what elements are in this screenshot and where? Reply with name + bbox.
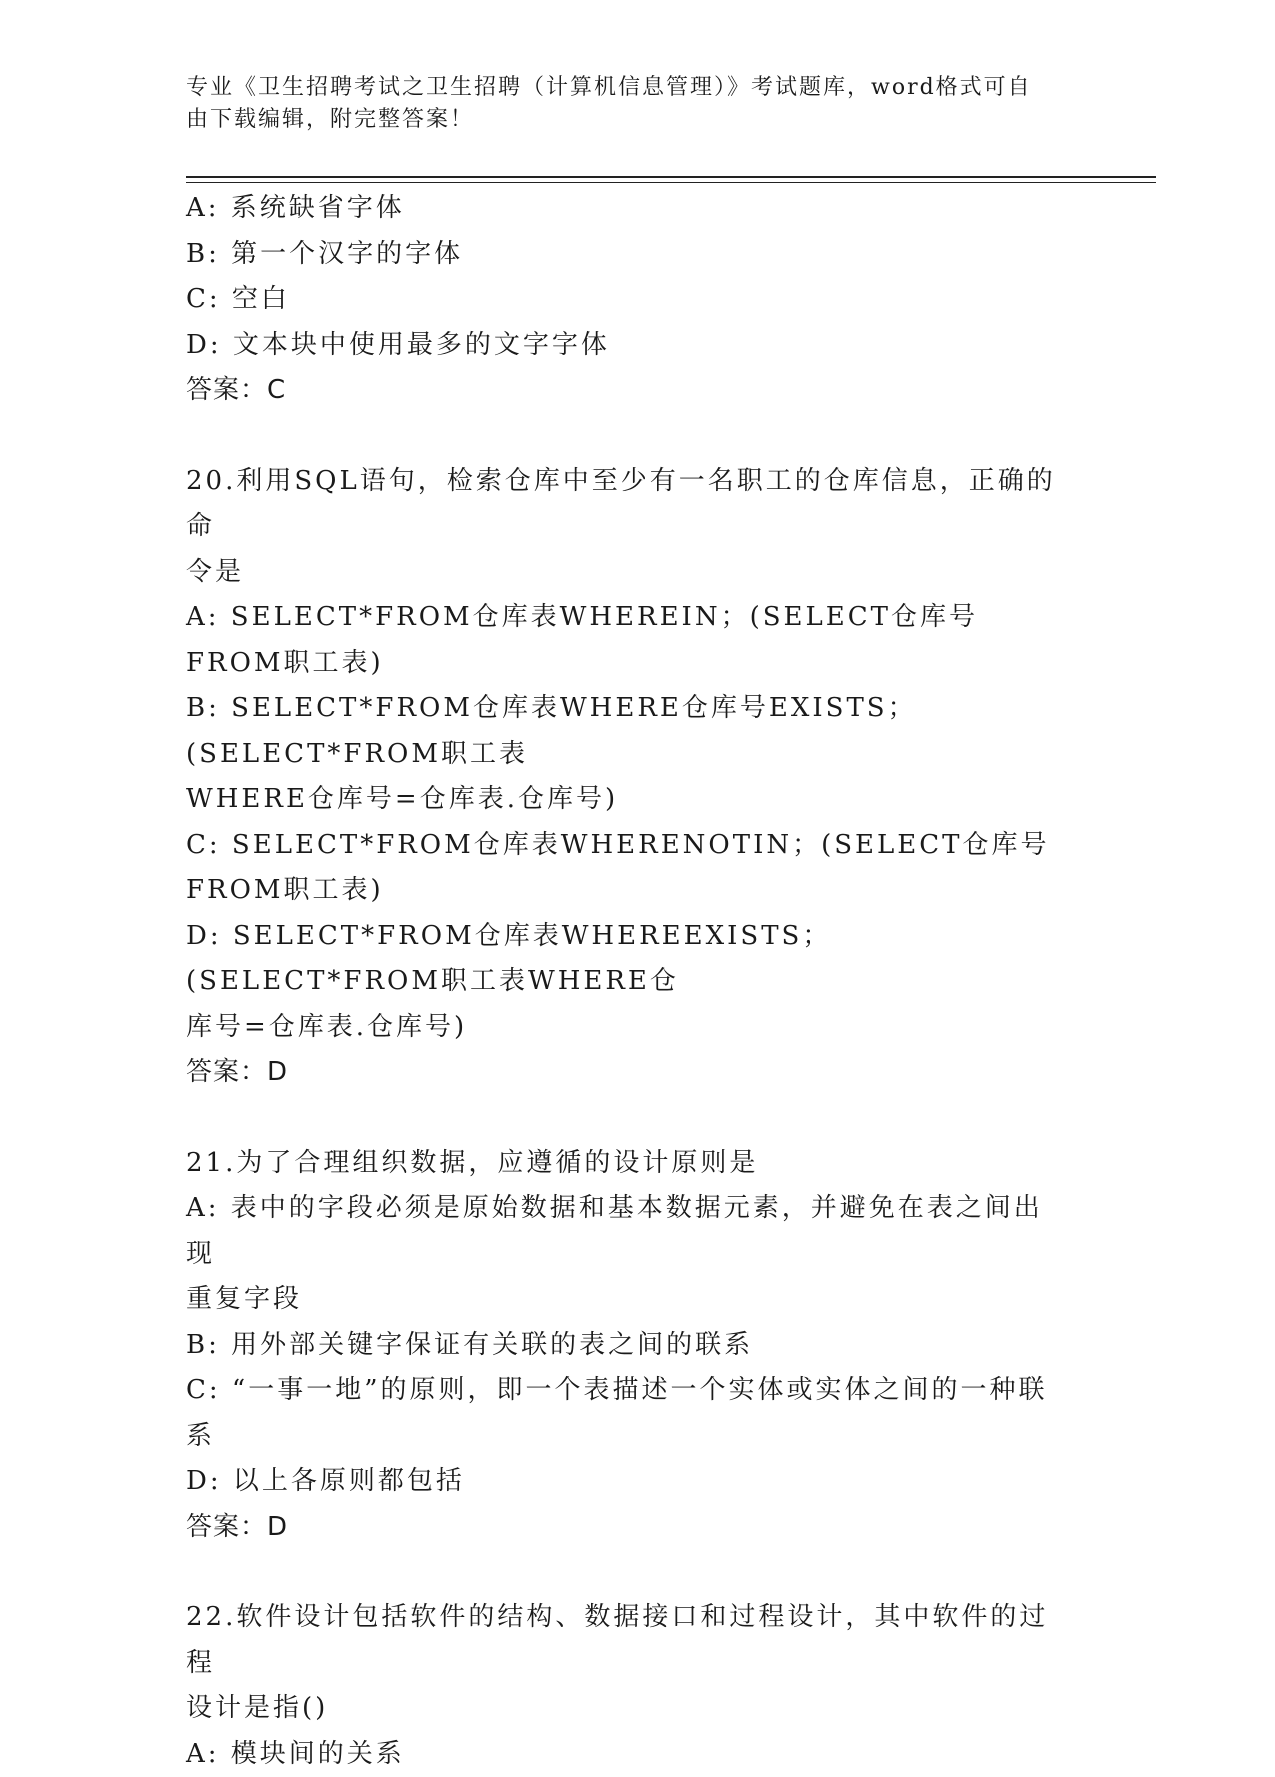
question-stem-cont: 令是: [186, 550, 1066, 596]
option-a: A: 表中的字段必须是原始数据和基本数据元素，并避免在表之间出现: [186, 1186, 1066, 1277]
option-a: A: 系统缺省字体: [186, 186, 1066, 232]
option-c: C: “一事一地”的原则，即一个表描述一个实体或实体之间的一种联: [186, 1368, 1066, 1414]
option-d: D: 以上各原则都包括: [186, 1459, 1066, 1505]
exam-content: [186, 186, 1066, 1777]
option-b: B: 第一个汉字的字体: [186, 232, 1066, 278]
option-d: D: 文本块中使用最多的文字字体: [186, 323, 1066, 369]
answer: 答案：D: [186, 1505, 1066, 1551]
question-19: [186, 186, 1066, 414]
option-c: C: SELECT*FROM仓库表WHERENOTIN；(SELECT仓库号FROM职工表): [186, 823, 1066, 914]
answer: 答案：D: [186, 1050, 1066, 1096]
header-divider-thin: [186, 182, 1156, 183]
option-d: D: SELECT*FROM仓库表WHEREEXISTS；(SELECT*FROM职工表WHERE仓: [186, 914, 1066, 1005]
question-20: [186, 459, 1066, 1096]
question-stem: 20.利用SQL语句，检索仓库中至少有一名职工的仓库信息，正确的命: [186, 459, 1066, 550]
document-header: [186, 72, 1066, 136]
question-stem: 21.为了合理组织数据，应遵循的设计原则是: [186, 1141, 1066, 1187]
option-a: A: 模块间的关系: [186, 1732, 1066, 1777]
option-d-cont: 库号=仓库表.仓库号): [186, 1005, 1066, 1051]
option-b-cont: WHERE仓库号=仓库表.仓库号): [186, 777, 1066, 823]
option-b: B: SELECT*FROM仓库表WHERE仓库号EXISTS；(SELECT*FROM职工表: [186, 686, 1066, 777]
header-divider-thick: [186, 176, 1156, 178]
option-a-cont: 重复字段: [186, 1277, 1066, 1323]
option-c-cont: 系: [186, 1414, 1066, 1460]
option-b: B: 用外部关键字保证有关联的表之间的联系: [186, 1323, 1066, 1369]
option-a: A: SELECT*FROM仓库表WHEREIN；(SELECT仓库号FROM职工表): [186, 595, 1066, 686]
question-21: [186, 1141, 1066, 1551]
option-c: C: 空白: [186, 277, 1066, 323]
answer: 答案：C: [186, 368, 1066, 414]
header-line-1: 专业《卫生招聘考试之卫生招聘（计算机信息管理）》考试题库，word格式可自: [186, 72, 1066, 104]
question-22: [186, 1595, 1066, 1777]
question-stem-cont: 设计是指(): [186, 1686, 1066, 1732]
question-stem: 22.软件设计包括软件的结构、数据接口和过程设计，其中软件的过程: [186, 1595, 1066, 1686]
header-line-2: 由下载编辑，附完整答案！: [186, 104, 1066, 136]
